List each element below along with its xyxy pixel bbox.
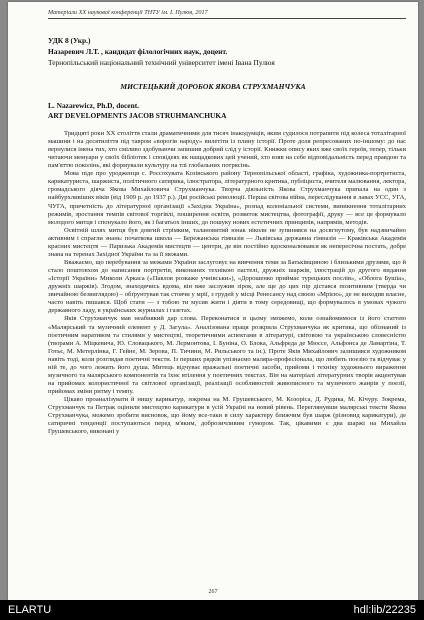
paragraph: Мова піде про уродженця с. Россохувата Козівського району Тернопільської області, графіка, художника-портретиста, карикатуриста, шаржиста, політичного сатирика, ілюстратора, літературного критика, публіциста, вчителя малювання, лектора, громадського діяча Якова Михайловича Струхманчука. Творча діяльність Якова Струхманчука припала на один з найбурхливіших віків (від 1909 р. до 1937 р.). Дві російські революції. Перша світова війна, переслідування в лавах УСС, УГА, ЧУГА, причетність до літературної організації «Західна Україна», розпад колоніальної системи, виникнення тоталітарних режимів, зростання темпів світової торгівлі, поширення освіти, розвиток мистецтва, фотографії, друку — все це формувало молодого митця і спонукало його, як і багатьох інших, до пошуку нових естетичних принципів, напрямів, методів.: [48, 170, 406, 226]
paragraph: Яків Струхманчук мав неабиякий дар слова. Переконатися в цьому зможемо, коли ознайомимося із його статтею «Малярський та музичний елемент у Д. Загула». Аналізована праця розкрила Струхманчука як критика, що обізнаний із поетичним наративом та стилями у мистецтві, теоретичними аспектами в літературі, світовою та українською словесністю (творами А. Міцкевича, Ю. Словацького, М. Лєрмонтова, І. Буніна, О. Блока, Альфреда де Мюссе, Альфонса де Ламартіна, Т. Готьє, М. Метерлінка, Г. Гейне, М. Зерова, П. Тичини, М. Рильського та ін.). Проте Яків Михайлович залишився художником навіть тоді, коли розглядав поетичні тексти. Із перших рядків упізнаємо маляра-професіонала, що любить поезію та відчуває у ній те, до чого лежить його душа. Митець відчуває вражальні поетичні засоби, прийоми і техніку художнього вираження музичного та малярського компонентів та їхнє втілення у поетичних текстах. Він на матеріалі літературних творів акцентував на прийомах колористичної та світлової організації, реалізації особливостей живописного та музичного жанрів у поезії, прийомах зміни ритму і темпу.: [48, 315, 406, 395]
udc-code: УДК 8 (Укр.): [48, 36, 91, 45]
footer-repository: ELARTU: [8, 604, 52, 616]
header-rule: [48, 18, 406, 19]
paragraph: Освітній шлях митця був довгий стрімким, талановитий юнак ніколи не зупинявся на досягнутому, був надзвичайно активним і спрагли знань: початкова школа — Бережанська гімназія — Львівська державна гімназія — Краківська Академія красних мистецтв — Паризька Академія мистецтв — центри, де він постійно вдосконалювався як непересічна постать, добре знана на теренах Західної України та за її межами.: [48, 226, 406, 258]
page-number: 267: [208, 589, 218, 595]
author-ua: Назаревич Л.Т. , кандидат філологічних наук, доцент.: [48, 47, 228, 56]
footer-handle: hdl:lib/22235: [353, 604, 416, 616]
footer-bar: [0, 600, 424, 620]
author-en: L. Nazarewicz, Ph.D, docent.: [48, 101, 139, 110]
title-ua: МИСТЕЦЬКИЙ ДОРОБОК ЯКОВА СТРУХМАНЧУКА: [120, 82, 306, 91]
paragraph: Тридцяті роки ХХ століття стали драматичними для тисяч інакодумців, яким судилося потрапити під колеса тоталітарної машини і на десятиліття під тавром «ворогів народу» вилетіти із плину історії. Проте доля репресованих по-іншому: до нас вернулися імена тих, хто сміливо здобуваючи запишив добрий слід у історії. Книжки опису яких вже своїх героїв, тепер, тільки читаючи мемуари у своїх бібліотек і сповідеях як нащадкових цей учений, хто взяв на себе відповідальність перед правдою та пам'яттю поколінь, які формували культуру на тлі глобальних потрясінь.: [48, 130, 406, 170]
paper-page: [8, 2, 418, 600]
article-body: [48, 130, 406, 436]
title-en: ART DEVELOPMENTS JACOB STRUHMANCHUKA: [48, 111, 227, 120]
paragraph: Вважаємо, що перебування за межами України заслуговує на вивчення теми за Батьківщиною і близькими друзями, що й стало поштовхом до написання портретів, виконаних технікою пастелі, дружніх шаржів, ілюстрацій до другого видання «Історії України» Миколи Аркаса («Павлов розкаже учнівськи»), «Дорошенко приймає турецьких послів», «Облога Бушіа», дружніх шаржів). Згодом, знаходячись вдома, він вже заслужив зірок, але ще до цих пір дістався позитивним (тверда чи звичайною безвиглядою) – обґрунтував так стоячи у мрії, з грудей у місці Ренесансу над своєю «Мрією», де не виходив власне, часто навіть пишався. Щоб стати — з тобою ти мусив жити і діяти в тому середовищі, що формувалось в умовах чужого державного ладу, в українських журналах і газетах.: [48, 259, 406, 315]
affiliation-ua: Тернопільський національний технічний університет імені Івана Пулюя: [48, 58, 275, 67]
paragraph: Цікаво проаналізувати й нишу карикатур, зокрема на М. Грушевського, М. Козоріса, Д. Рудика, М. Кічуру. Зокрема, Струхманчук та Петрак оцінили мистецтво карикатури в усій Україні на новий рівень. Переглянувши малярські тексти Якова Струхманчука, можемо зробити висновок, що йому все-таки в силу характеру ближчим був шарж (різновид карикатури), де сатиричні тенденції поступаються перед м'яким, доброзичливим гумором. Так, цікавими є два шаржі на Михайла Грушевського, виконані у: [48, 396, 406, 436]
running-header: Матеріали ХХ наукової конференції ТНТУ ім. І. Пулюя, 2017: [48, 9, 208, 16]
